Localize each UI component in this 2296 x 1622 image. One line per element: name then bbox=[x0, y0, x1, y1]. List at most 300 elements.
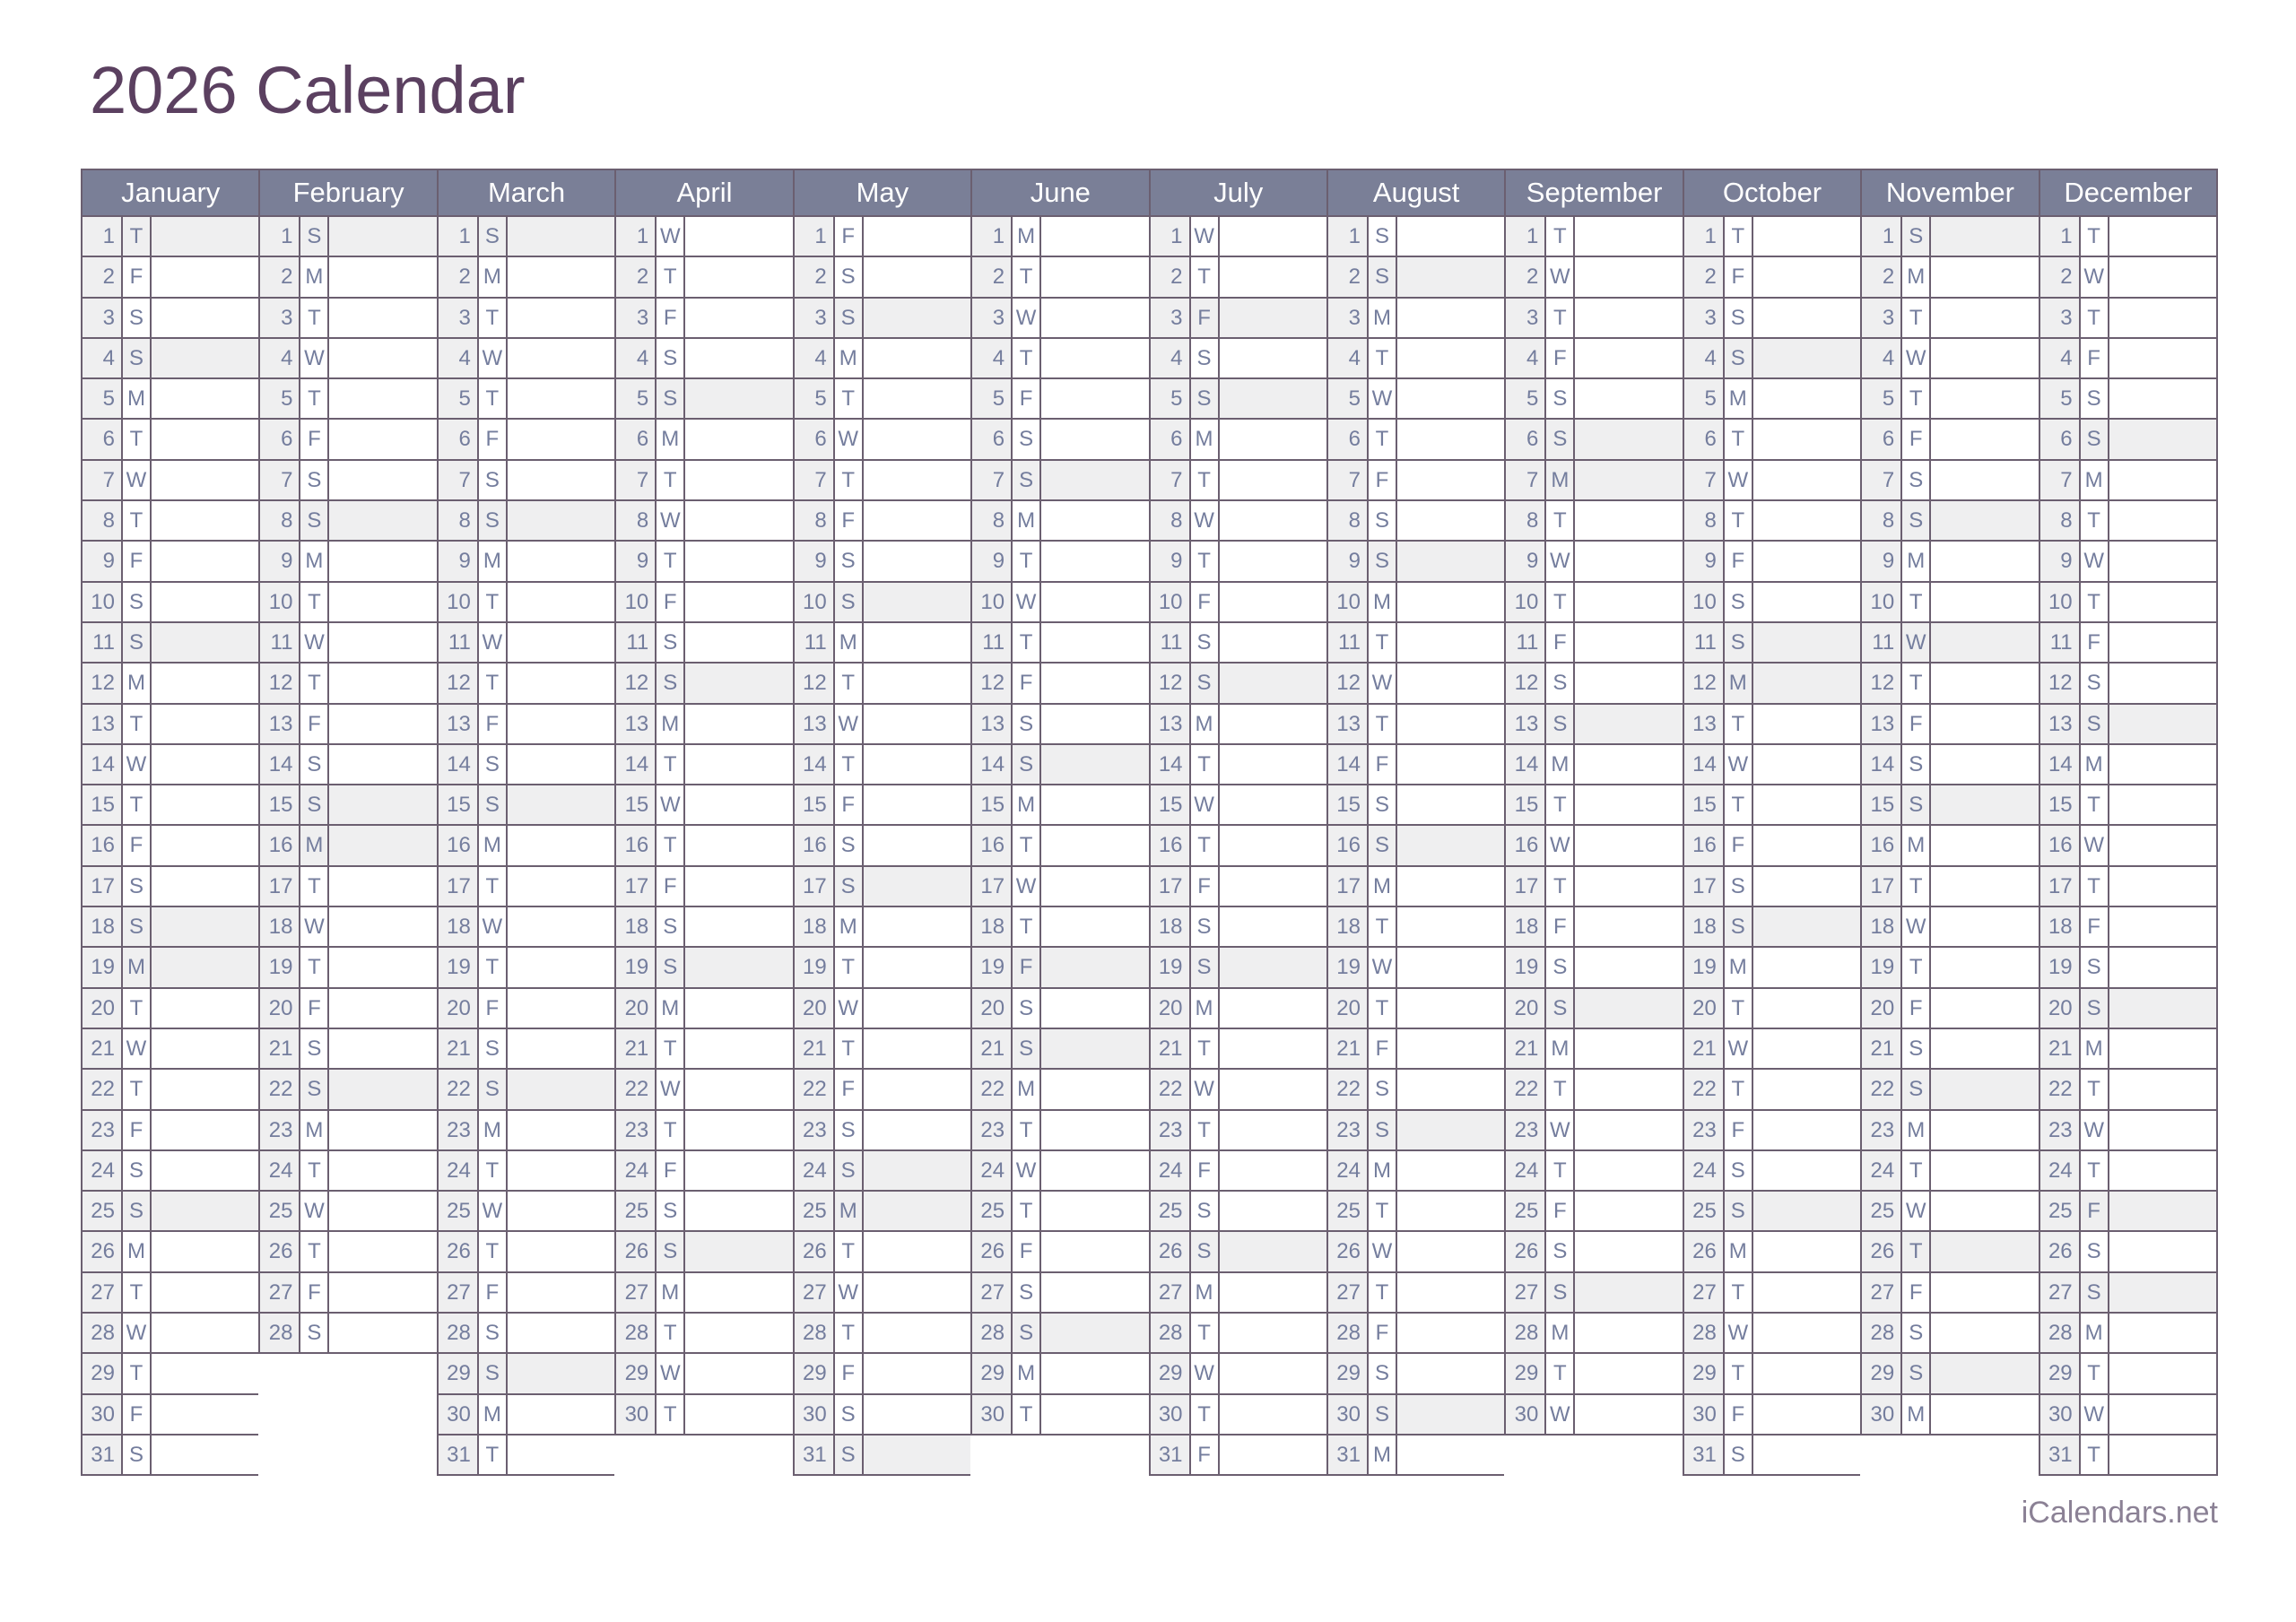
day-row bbox=[972, 1273, 1148, 1314]
day-row bbox=[1684, 420, 1860, 460]
day-number-cell: 22 bbox=[439, 1070, 479, 1108]
day-letter-cell: S bbox=[123, 1192, 152, 1230]
day-number-cell: 23 bbox=[1151, 1111, 1191, 1149]
day-note-cell bbox=[1220, 623, 1326, 662]
day-row bbox=[2040, 1314, 2216, 1354]
day-number-cell: 17 bbox=[795, 867, 835, 906]
day-note-cell bbox=[1931, 1151, 2038, 1190]
day-row bbox=[1328, 461, 1504, 501]
day-note-cell bbox=[685, 1232, 792, 1271]
day-row bbox=[260, 379, 436, 420]
day-row bbox=[972, 1232, 1148, 1272]
day-row bbox=[439, 1192, 614, 1232]
day-row bbox=[972, 1029, 1148, 1070]
day-letter-cell: S bbox=[1369, 1354, 1397, 1392]
day-note-cell bbox=[1041, 785, 1148, 824]
day-row bbox=[972, 1151, 1148, 1192]
day-letter-cell: S bbox=[479, 461, 508, 499]
day-note-cell bbox=[1575, 745, 1682, 784]
day-number-cell: 16 bbox=[616, 826, 657, 864]
day-note-cell bbox=[2109, 948, 2216, 986]
day-number-cell: 19 bbox=[439, 948, 479, 986]
day-row bbox=[795, 1232, 970, 1272]
day-row bbox=[616, 461, 792, 501]
day-letter-cell: W bbox=[1369, 379, 1397, 418]
day-number-cell: 21 bbox=[1328, 1029, 1369, 1068]
day-letter-cell: S bbox=[2081, 664, 2109, 702]
day-number-cell: 17 bbox=[439, 867, 479, 906]
day-note-cell bbox=[2109, 339, 2216, 377]
day-row bbox=[1151, 785, 1326, 826]
day-number-cell: 5 bbox=[1506, 379, 1546, 418]
day-note-cell bbox=[1575, 1314, 1682, 1352]
day-number-cell: 26 bbox=[972, 1232, 1013, 1271]
day-number-cell: 9 bbox=[83, 542, 123, 580]
day-row bbox=[1328, 785, 1504, 826]
day-number-cell: 26 bbox=[1684, 1232, 1725, 1271]
day-note-cell bbox=[1753, 542, 1860, 580]
day-letter-cell: W bbox=[1725, 745, 1753, 784]
day-note-cell bbox=[1931, 785, 2038, 824]
day-letter-cell: T bbox=[835, 1232, 864, 1271]
day-note-cell bbox=[329, 623, 436, 662]
day-row bbox=[1684, 583, 1860, 623]
day-row bbox=[439, 1273, 614, 1314]
day-number-cell: 12 bbox=[795, 664, 835, 702]
day-note-cell bbox=[1931, 1029, 2038, 1068]
day-note-cell bbox=[864, 1314, 970, 1352]
day-number-cell: 8 bbox=[83, 501, 123, 540]
day-letter-cell: T bbox=[1369, 989, 1397, 1028]
day-number-cell: 14 bbox=[795, 745, 835, 784]
day-letter-cell: W bbox=[835, 420, 864, 458]
day-note-cell bbox=[685, 1192, 792, 1230]
day-letter-cell: T bbox=[657, 1111, 685, 1149]
day-number-cell: 23 bbox=[616, 1111, 657, 1149]
day-note-cell bbox=[329, 501, 436, 540]
day-letter-cell: T bbox=[1369, 623, 1397, 662]
day-number-cell: 21 bbox=[1151, 1029, 1191, 1068]
day-number-cell: 12 bbox=[1684, 664, 1725, 702]
day-row bbox=[439, 1354, 614, 1394]
day-number-cell: 20 bbox=[260, 989, 300, 1028]
day-note-cell bbox=[1397, 379, 1504, 418]
month-column-august bbox=[1326, 169, 1504, 1476]
day-number-cell: 7 bbox=[439, 461, 479, 499]
day-note-cell bbox=[1397, 948, 1504, 986]
day-row bbox=[260, 907, 436, 948]
day-letter-cell: S bbox=[1725, 1436, 1753, 1474]
day-note-cell bbox=[685, 583, 792, 621]
day-letter-cell: F bbox=[1725, 1395, 1753, 1434]
day-row bbox=[1506, 257, 1682, 298]
day-number-cell: 10 bbox=[1151, 583, 1191, 621]
day-row bbox=[795, 745, 970, 785]
day-letter-cell: F bbox=[123, 257, 152, 296]
day-number-cell: 27 bbox=[1684, 1273, 1725, 1312]
day-letter-cell: W bbox=[1546, 542, 1575, 580]
day-row bbox=[2040, 1232, 2216, 1272]
day-number-cell: 21 bbox=[616, 1029, 657, 1068]
day-letter-cell: M bbox=[1546, 1314, 1575, 1352]
day-letter-cell: W bbox=[123, 745, 152, 784]
day-note-cell bbox=[1753, 1273, 1860, 1312]
day-number-cell: 22 bbox=[2040, 1070, 2081, 1108]
day-number-cell: 15 bbox=[1506, 785, 1546, 824]
day-number-cell: 4 bbox=[1151, 339, 1191, 377]
day-row bbox=[2040, 461, 2216, 501]
day-row bbox=[1684, 705, 1860, 745]
day-row bbox=[1862, 339, 2038, 379]
day-note-cell bbox=[508, 623, 614, 662]
day-note-cell bbox=[1575, 664, 1682, 702]
day-row bbox=[616, 907, 792, 948]
site-brand-text: iCalendars.net bbox=[2021, 1496, 2218, 1530]
day-number-cell: 14 bbox=[1684, 745, 1725, 784]
day-row bbox=[439, 461, 614, 501]
day-letter-cell: T bbox=[1902, 948, 1931, 986]
day-number-cell: 5 bbox=[260, 379, 300, 418]
day-note-cell bbox=[508, 785, 614, 824]
day-number-cell: 12 bbox=[616, 664, 657, 702]
day-letter-cell: F bbox=[479, 705, 508, 743]
day-letter-cell: S bbox=[1902, 745, 1931, 784]
day-number-cell: 25 bbox=[1862, 1192, 1902, 1230]
year-calendar-grid bbox=[81, 169, 2218, 1476]
day-row bbox=[795, 948, 970, 988]
day-row bbox=[1506, 1354, 1682, 1394]
day-note-cell bbox=[1397, 339, 1504, 377]
day-row bbox=[1684, 785, 1860, 826]
day-letter-cell: M bbox=[1013, 501, 1041, 540]
day-row bbox=[616, 1232, 792, 1272]
day-number-cell: 19 bbox=[1328, 948, 1369, 986]
day-note-cell bbox=[1220, 299, 1326, 337]
day-row bbox=[2040, 542, 2216, 582]
day-row bbox=[439, 785, 614, 826]
day-letter-cell: T bbox=[1013, 623, 1041, 662]
day-letter-cell: S bbox=[1369, 1111, 1397, 1149]
day-number-cell: 9 bbox=[1328, 542, 1369, 580]
day-row bbox=[616, 826, 792, 866]
day-number-cell: 4 bbox=[795, 339, 835, 377]
day-number-cell: 30 bbox=[1684, 1395, 1725, 1434]
day-number-cell: 18 bbox=[795, 907, 835, 946]
day-row bbox=[972, 257, 1148, 298]
day-letter-cell: S bbox=[300, 745, 329, 784]
day-note-cell bbox=[2109, 623, 2216, 662]
day-letter-cell: T bbox=[1725, 989, 1753, 1028]
day-row bbox=[83, 826, 258, 866]
day-number-cell: 31 bbox=[1328, 1436, 1369, 1474]
day-number-cell: 7 bbox=[972, 461, 1013, 499]
day-letter-cell: T bbox=[657, 1029, 685, 1068]
day-letter-cell: F bbox=[1725, 542, 1753, 580]
day-note-cell bbox=[1041, 1070, 1148, 1108]
day-row bbox=[83, 745, 258, 785]
day-number-cell: 16 bbox=[260, 826, 300, 864]
day-row bbox=[1684, 501, 1860, 542]
day-row bbox=[795, 664, 970, 704]
day-note-cell bbox=[1397, 420, 1504, 458]
day-letter-cell: S bbox=[479, 501, 508, 540]
day-letter-cell: M bbox=[1013, 785, 1041, 824]
day-letter-cell: S bbox=[1725, 867, 1753, 906]
day-note-cell bbox=[2109, 1354, 2216, 1392]
day-letter-cell: M bbox=[835, 907, 864, 946]
day-note-cell bbox=[508, 1070, 614, 1108]
day-row bbox=[1328, 501, 1504, 542]
day-number-cell: 3 bbox=[972, 299, 1013, 337]
day-number-cell: 5 bbox=[795, 379, 835, 418]
day-letter-cell: M bbox=[123, 379, 152, 418]
day-number-cell: 2 bbox=[1684, 257, 1725, 296]
day-number-cell: 30 bbox=[616, 1395, 657, 1434]
day-note-cell bbox=[685, 299, 792, 337]
day-number-cell: 2 bbox=[1151, 257, 1191, 296]
day-number-cell: 11 bbox=[1862, 623, 1902, 662]
day-letter-cell: S bbox=[1191, 948, 1220, 986]
day-note-cell bbox=[329, 217, 436, 256]
day-row bbox=[1151, 1192, 1326, 1232]
day-letter-cell: T bbox=[2081, 1151, 2109, 1190]
day-number-cell: 16 bbox=[439, 826, 479, 864]
day-letter-cell: W bbox=[657, 1354, 685, 1392]
day-note-cell bbox=[329, 1070, 436, 1108]
day-letter-cell: M bbox=[1013, 1070, 1041, 1108]
day-note-cell bbox=[329, 257, 436, 296]
day-letter-cell: S bbox=[1725, 299, 1753, 337]
day-note-cell bbox=[508, 1314, 614, 1352]
day-row bbox=[2040, 1029, 2216, 1070]
day-note-cell bbox=[1397, 1029, 1504, 1068]
day-number-cell: 1 bbox=[795, 217, 835, 256]
day-row bbox=[83, 420, 258, 460]
day-letter-cell: S bbox=[123, 907, 152, 946]
day-number-cell: 18 bbox=[2040, 907, 2081, 946]
day-number-cell: 23 bbox=[260, 1111, 300, 1149]
day-note-cell bbox=[1397, 623, 1504, 662]
day-letter-cell: T bbox=[835, 461, 864, 499]
day-number-cell: 17 bbox=[260, 867, 300, 906]
day-note-cell bbox=[1931, 501, 2038, 540]
day-letter-cell: M bbox=[123, 1232, 152, 1271]
day-note-cell bbox=[1575, 1029, 1682, 1068]
day-number-cell: 11 bbox=[616, 623, 657, 662]
day-note-cell bbox=[1931, 217, 2038, 256]
day-number-cell: 13 bbox=[1151, 705, 1191, 743]
day-letter-cell: T bbox=[657, 826, 685, 864]
day-letter-cell: T bbox=[2081, 1354, 2109, 1392]
day-letter-cell: T bbox=[835, 745, 864, 784]
day-note-cell bbox=[1753, 217, 1860, 256]
day-note-cell bbox=[1220, 501, 1326, 540]
day-letter-cell: S bbox=[1725, 1192, 1753, 1230]
day-letter-cell: M bbox=[2081, 1314, 2109, 1352]
day-letter-cell: S bbox=[1013, 1273, 1041, 1312]
day-letter-cell: F bbox=[1725, 826, 1753, 864]
day-note-cell bbox=[864, 948, 970, 986]
day-row bbox=[1506, 1111, 1682, 1151]
day-number-cell: 18 bbox=[616, 907, 657, 946]
day-row bbox=[2040, 745, 2216, 785]
day-letter-cell: S bbox=[835, 1111, 864, 1149]
day-note-cell bbox=[1931, 1111, 2038, 1149]
day-row bbox=[83, 705, 258, 745]
day-number-cell: 6 bbox=[439, 420, 479, 458]
day-row bbox=[1506, 745, 1682, 785]
day-letter-cell: W bbox=[2081, 257, 2109, 296]
day-note-cell bbox=[685, 1395, 792, 1434]
day-row bbox=[1328, 623, 1504, 664]
day-number-cell: 25 bbox=[260, 1192, 300, 1230]
day-note-cell bbox=[1931, 745, 2038, 784]
month-header-april: April bbox=[616, 170, 792, 217]
day-note-cell bbox=[1575, 1232, 1682, 1271]
day-number-cell: 22 bbox=[1151, 1070, 1191, 1108]
day-number-cell: 10 bbox=[1862, 583, 1902, 621]
day-row bbox=[83, 583, 258, 623]
day-letter-cell: T bbox=[2081, 1070, 2109, 1108]
day-letter-cell: W bbox=[2081, 1395, 2109, 1434]
day-row bbox=[1151, 217, 1326, 257]
day-letter-cell: S bbox=[479, 1354, 508, 1392]
day-row bbox=[439, 1151, 614, 1192]
day-number-cell: 3 bbox=[616, 299, 657, 337]
day-row bbox=[1328, 1354, 1504, 1394]
day-letter-cell: S bbox=[1013, 705, 1041, 743]
day-row bbox=[260, 542, 436, 582]
day-number-cell: 14 bbox=[1862, 745, 1902, 784]
day-row bbox=[1862, 583, 2038, 623]
month-header-november: November bbox=[1862, 170, 2038, 217]
day-note-cell bbox=[1041, 1314, 1148, 1352]
day-number-cell: 20 bbox=[1862, 989, 1902, 1028]
day-note-cell bbox=[1041, 745, 1148, 784]
day-row bbox=[795, 1029, 970, 1070]
day-number-cell: 7 bbox=[1328, 461, 1369, 499]
day-note-cell bbox=[1041, 299, 1148, 337]
day-note-cell bbox=[1753, 1192, 1860, 1230]
day-row bbox=[795, 339, 970, 379]
day-letter-cell: S bbox=[1546, 420, 1575, 458]
day-letter-cell: W bbox=[1013, 1151, 1041, 1190]
day-letter-cell: M bbox=[1902, 542, 1931, 580]
day-letter-cell: F bbox=[1725, 257, 1753, 296]
day-row bbox=[616, 299, 792, 339]
day-number-cell: 16 bbox=[1862, 826, 1902, 864]
day-number-cell: 15 bbox=[2040, 785, 2081, 824]
day-letter-cell: M bbox=[657, 705, 685, 743]
day-number-cell: 7 bbox=[83, 461, 123, 499]
day-number-cell: 17 bbox=[83, 867, 123, 906]
day-note-cell bbox=[152, 1192, 258, 1230]
day-number-cell: 5 bbox=[616, 379, 657, 418]
day-number-cell: 3 bbox=[1506, 299, 1546, 337]
day-row bbox=[1328, 379, 1504, 420]
day-note-cell bbox=[1041, 1029, 1148, 1068]
day-number-cell: 22 bbox=[1328, 1070, 1369, 1108]
day-note-cell bbox=[329, 1192, 436, 1230]
day-note-cell bbox=[2109, 1395, 2216, 1434]
day-note-cell bbox=[1397, 501, 1504, 540]
day-row bbox=[83, 379, 258, 420]
day-letter-cell: F bbox=[300, 1273, 329, 1312]
day-note-cell bbox=[1753, 257, 1860, 296]
day-letter-cell: M bbox=[2081, 461, 2109, 499]
day-number-cell: 18 bbox=[439, 907, 479, 946]
day-letter-cell: M bbox=[1725, 948, 1753, 986]
day-number-cell: 28 bbox=[83, 1314, 123, 1352]
day-letter-cell: T bbox=[2081, 785, 2109, 824]
day-letter-cell: F bbox=[657, 1151, 685, 1190]
month-header-may: May bbox=[795, 170, 970, 217]
day-note-cell bbox=[1575, 1070, 1682, 1108]
day-number-cell: 12 bbox=[1151, 664, 1191, 702]
day-row bbox=[1506, 1273, 1682, 1314]
day-note-cell bbox=[685, 339, 792, 377]
day-letter-cell: M bbox=[1191, 705, 1220, 743]
day-note-cell bbox=[864, 217, 970, 256]
day-note-cell bbox=[1041, 1232, 1148, 1271]
day-row bbox=[1862, 501, 2038, 542]
day-note-cell bbox=[1753, 1232, 1860, 1271]
day-letter-cell: W bbox=[657, 1070, 685, 1108]
day-row bbox=[1506, 299, 1682, 339]
day-number-cell: 13 bbox=[1684, 705, 1725, 743]
day-row bbox=[972, 623, 1148, 664]
day-number-cell: 22 bbox=[616, 1070, 657, 1108]
day-letter-cell: T bbox=[1725, 1273, 1753, 1312]
day-number-cell: 14 bbox=[2040, 745, 2081, 784]
day-note-cell bbox=[1931, 1395, 2038, 1434]
day-note-cell bbox=[1220, 785, 1326, 824]
day-number-cell: 2 bbox=[260, 257, 300, 296]
day-number-cell: 3 bbox=[1862, 299, 1902, 337]
day-note-cell bbox=[329, 339, 436, 377]
day-row bbox=[1684, 664, 1860, 704]
day-row bbox=[1151, 257, 1326, 298]
day-row bbox=[2040, 1151, 2216, 1192]
day-letter-cell: F bbox=[479, 420, 508, 458]
day-number-cell: 24 bbox=[1684, 1151, 1725, 1190]
day-row bbox=[795, 826, 970, 866]
day-letter-cell: T bbox=[123, 1354, 152, 1392]
day-note-cell bbox=[1397, 299, 1504, 337]
day-letter-cell: T bbox=[1546, 785, 1575, 824]
day-note-cell bbox=[1575, 989, 1682, 1028]
day-note-cell bbox=[864, 1070, 970, 1108]
day-number-cell: 5 bbox=[83, 379, 123, 418]
day-number-cell: 6 bbox=[1151, 420, 1191, 458]
day-number-cell: 13 bbox=[616, 705, 657, 743]
day-letter-cell: M bbox=[1369, 299, 1397, 337]
day-note-cell bbox=[1041, 379, 1148, 418]
day-note-cell bbox=[1575, 1354, 1682, 1392]
day-letter-cell: M bbox=[657, 420, 685, 458]
day-note-cell bbox=[508, 1151, 614, 1190]
day-row bbox=[1684, 1436, 1860, 1476]
day-note-cell bbox=[1575, 1151, 1682, 1190]
day-row bbox=[972, 948, 1148, 988]
day-note-cell bbox=[864, 1111, 970, 1149]
day-letter-cell: T bbox=[1546, 1070, 1575, 1108]
day-letter-cell: W bbox=[1725, 1314, 1753, 1352]
month-column-march bbox=[437, 169, 614, 1476]
day-letter-cell: W bbox=[1369, 1232, 1397, 1271]
day-row bbox=[1151, 1070, 1326, 1110]
day-note-cell bbox=[152, 583, 258, 621]
